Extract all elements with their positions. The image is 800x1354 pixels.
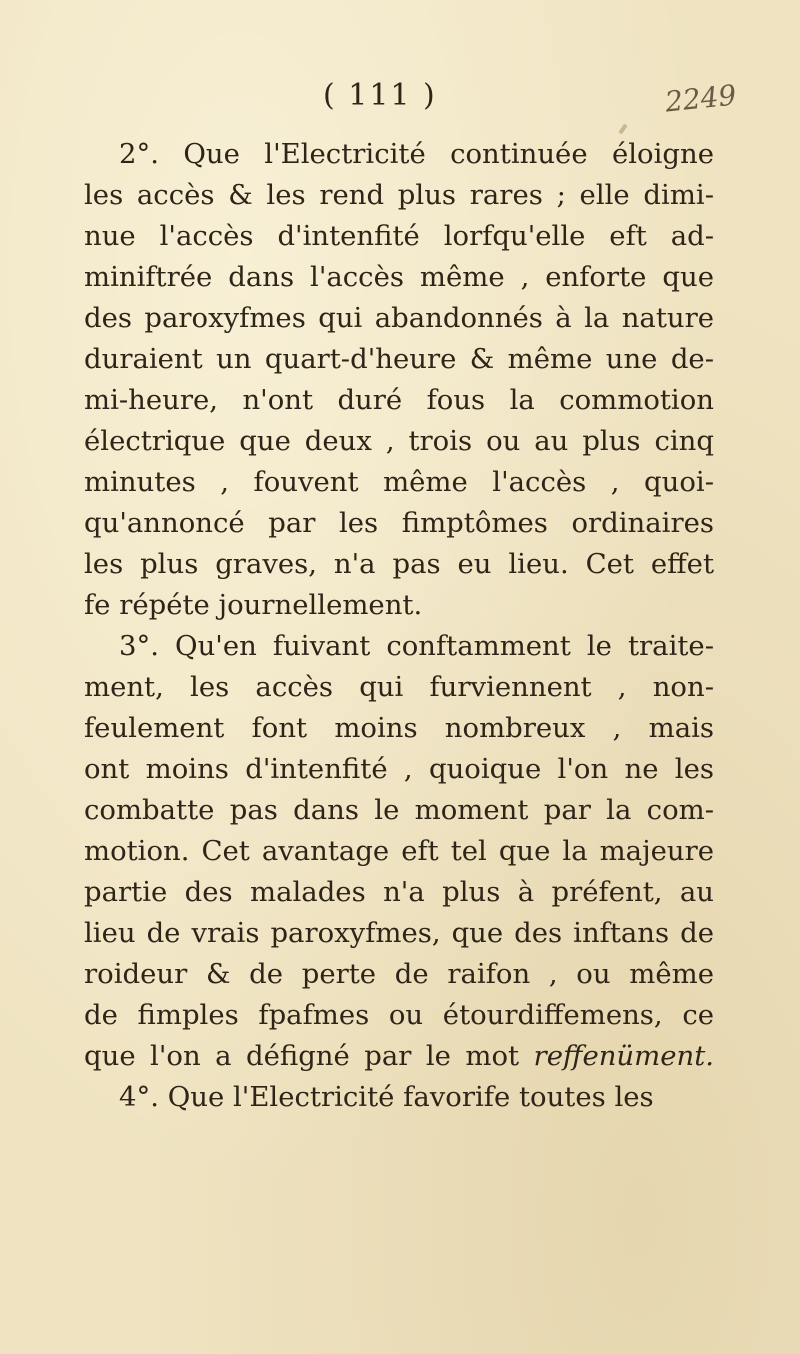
text-line: les accès & les rend plus rares ; elle dimi- (84, 179, 714, 211)
text-line (84, 1036, 714, 1077)
text-line: lieu de vrais paroxyfmes, que des inftans de (84, 917, 714, 949)
text-line: combatte pas dans le moment par la com- (84, 794, 714, 826)
text-line: électrique que deux , trois ou au plus cinq (84, 425, 714, 457)
text-line: qu'annoncé par les fimptômes ordinaires (84, 507, 714, 539)
text-line: partie des malades n'a plus à préfent, au (84, 876, 714, 908)
text-line: feulement font moins nombreux , mais (84, 712, 714, 744)
text-line: 3°. Qu'en fuivant conftamment le traite- (119, 630, 714, 662)
italic-term: reffenüment. (533, 1040, 715, 1072)
ink-mark (618, 124, 627, 134)
handwritten-annotation: 2249 (663, 78, 738, 119)
text-line: 4°. Que l'Electricité favorife toutes les (119, 1081, 654, 1113)
text-line: les plus graves, n'a pas eu lieu. Cet effet (84, 548, 714, 580)
page-header (0, 78, 800, 122)
text-line: minutes , fouvent même l'accès , quoi- (84, 466, 714, 498)
text-line: fe répéte journellement. (84, 589, 423, 621)
text-line: 2°. Que l'Electricité continuée éloigne (119, 138, 714, 170)
text-line: miniftrée dans l'accès même , enforte que (84, 261, 714, 293)
text-line: motion. Cet avantage eft tel que la majeure (84, 835, 714, 867)
text-line: mi-heure, n'ont duré fous la commotion (84, 384, 714, 416)
text-line: des paroxyfmes qui abandonnés à la nature (84, 302, 714, 334)
text-line: de fimples fpafmes ou étourdiffemens, ce (84, 999, 714, 1031)
text-line: duraient un quart-d'heure & même une de- (84, 343, 714, 375)
text-line: roideur & de perte de raifon , ou même (84, 958, 714, 990)
text-line: ment, les accès qui furviennent , non- (84, 671, 714, 703)
text-line: nue l'accès d'intenfité lorfqu'elle eft ad- (84, 220, 714, 252)
text-line-segment: que l'on a défigné par le mot (84, 1040, 520, 1072)
text-line: ont moins d'intenfité , quoique l'on ne les (84, 753, 714, 785)
page-number: ( 111 ) (323, 78, 437, 113)
body-text (84, 134, 714, 1118)
